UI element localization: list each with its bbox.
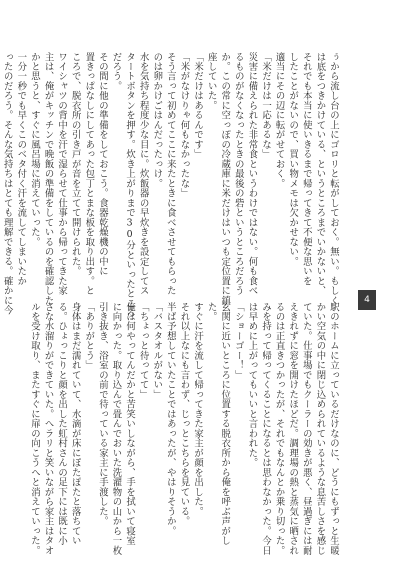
top-text-block: ぅから流し台の上にゴロリと転がしておく。無い。もしく は底をつきかけている、というところまでいかないと、 それでも本当に使いきるまで帰ってきて不便な思いを したことがないので、買い物メモは欠かせない。 適当にその辺に転がせておく。 「米だけは一応あるな」 災害に備えられた非常食というわけではない。何も食べ るものがなくなったときの最後の砦というところだろう か。この常に空っぽの冷蔵庫に米だけはいつも定位置に鎮 座していた。 「米だけはあるんです」 「米がなけりゃ何もなかったな」 そう言って初めてここに来たときに食べさせてもらった のは卵かけごはんだったっけ。 水を気持ち程度少な目に。炊飯器の早炊きを設定してス タートボタンを押す。炊き上がりまで30分といったところ だろう。 その間に他の準備をしておこう。食器乾燥機の中に 置きっぱなしにしてあった包丁とまな板を取り出す。と ころで、脱衣所の引き戸が音を立てて開けられた。 ワイシャツの背中を汗で湿らせて仕事から帰ってきた家 主は、俺がキッチンで晩飯の準備をしているのを確認した かと思うと、すぐに風呂場に消えていった。 一分一秒でも早くこのベタ付く汗を流してしまいたか ったのだろう。そんな気持ちはとても理解できる。確かに今	[1, 52, 339, 319]
bottom-text-block: 駅のホームに立っているだけなのに、どうにもずっと生暖 かい空気の中に閉じ込められているような息苦しさを感じ ていた。仕事場でもクーラーの効きが悪く、昼過ぎには耐 えきれずに窓を開けたほどだ。調理場の熱と蒸気に晒され るのは正直きつかったが、それでもなんとか乗り切った。 みを持って帰ってくることになるとは思わなかった。今日 は早めに上がってもいいと言われた。 「ショーゴー！」 玄関に近いところに位置する脱衣所から俺を呼ぶ声がし た。 すぐに汗を流して帰ってきた家主が顔を出した。 それ以上なにも言わず、じっとこちらを見ている。 半ば予想していたことではあったが、やはりそうか。 「バスタオルがない」 「ちょっと待ってて」 俺は何やってんだかと苦笑いしながら、手を拭いて寝室 に向かった。取り込んで畳んでおいた洗濯物の山から一枚 引き抜き、浴室の前で待っている家主に手渡した。 「ありがとう」 身体はまだ濡れていて、水滴が床にぽたぽたと落ちてい る。ひょっこりと顔を出した虹村さんの足下には既に小 さな水溜りができていた。へラリと笑いながら家主はタオ ルを受け取り、またすぐに扉の向こうへと消えていった。	[28, 302, 339, 556]
page-number-tab: 4	[358, 290, 376, 310]
